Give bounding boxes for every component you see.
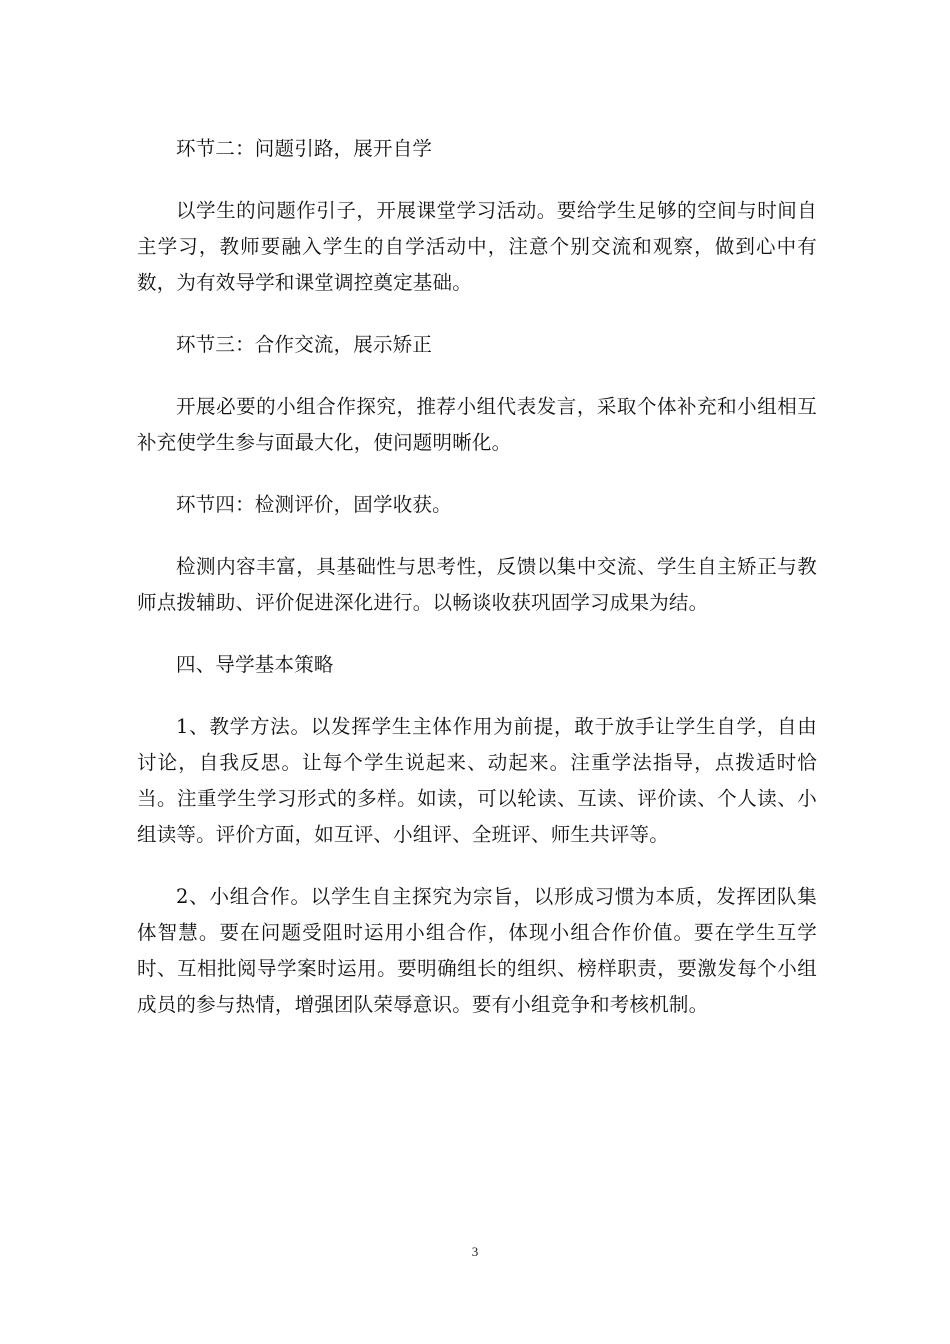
section-heading-step4: 环节四：检测评价，固学收获。 bbox=[176, 493, 452, 516]
paragraph-teaching-method: 1、教学方法。以发挥学生主体作用为前提，敢于放手让学生自学，自由讨论，自我反思。让每个学生说起来、动起来。注重学法指导，点拨适时恰当。注重学生学习形式的多样。如读，可以轮读、互读、评价读、个人读、小组读等。评价方面，如互评、小组评、全班评、师生共评等。 bbox=[137, 715, 817, 846]
section-heading-strategies: 四、导学基本策略 bbox=[176, 653, 334, 676]
paragraph-group-cooperation: 2、小组合作。以学生自主探究为宗旨，以形成习惯为本质，发挥团队集体智慧。要在问题受阻时运用小组合作，体现小组合作价值。要在学生互学时、互相批阅导学案时运用。要明确组长的组织、榜样职责，要激发每个小组成员的参与热情，增强团队荣辱意识。要有小组竞争和考核机制。 bbox=[137, 885, 817, 1016]
paragraph-step4: 检测内容丰富，具基础性与思考性，反馈以集中交流、学生自主矫正与教师点拨辅助、评价促进深化进行。以畅谈收获巩固学习成果为结。 bbox=[137, 555, 817, 614]
document-body bbox=[137, 131, 817, 1049]
section-heading-step3: 环节三：合作交流，展示矫正 bbox=[176, 333, 433, 356]
paragraph-step3: 开展必要的小组合作探究，推荐小组代表发言，采取个体补充和小组相互补充使学生参与面最大化，使问题明晰化。 bbox=[137, 395, 817, 454]
paragraph-step2: 以学生的问题作引子，开展课堂学习活动。要给学生足够的空间与时间自主学习，教师要融入学生的自学活动中，注意个别交流和观察，做到心中有数，为有效导学和课堂调控奠定基础。 bbox=[137, 199, 817, 294]
page-number: 3 bbox=[471, 1244, 479, 1259]
section-heading-step2: 环节二：问题引路，展开自学 bbox=[176, 137, 433, 160]
